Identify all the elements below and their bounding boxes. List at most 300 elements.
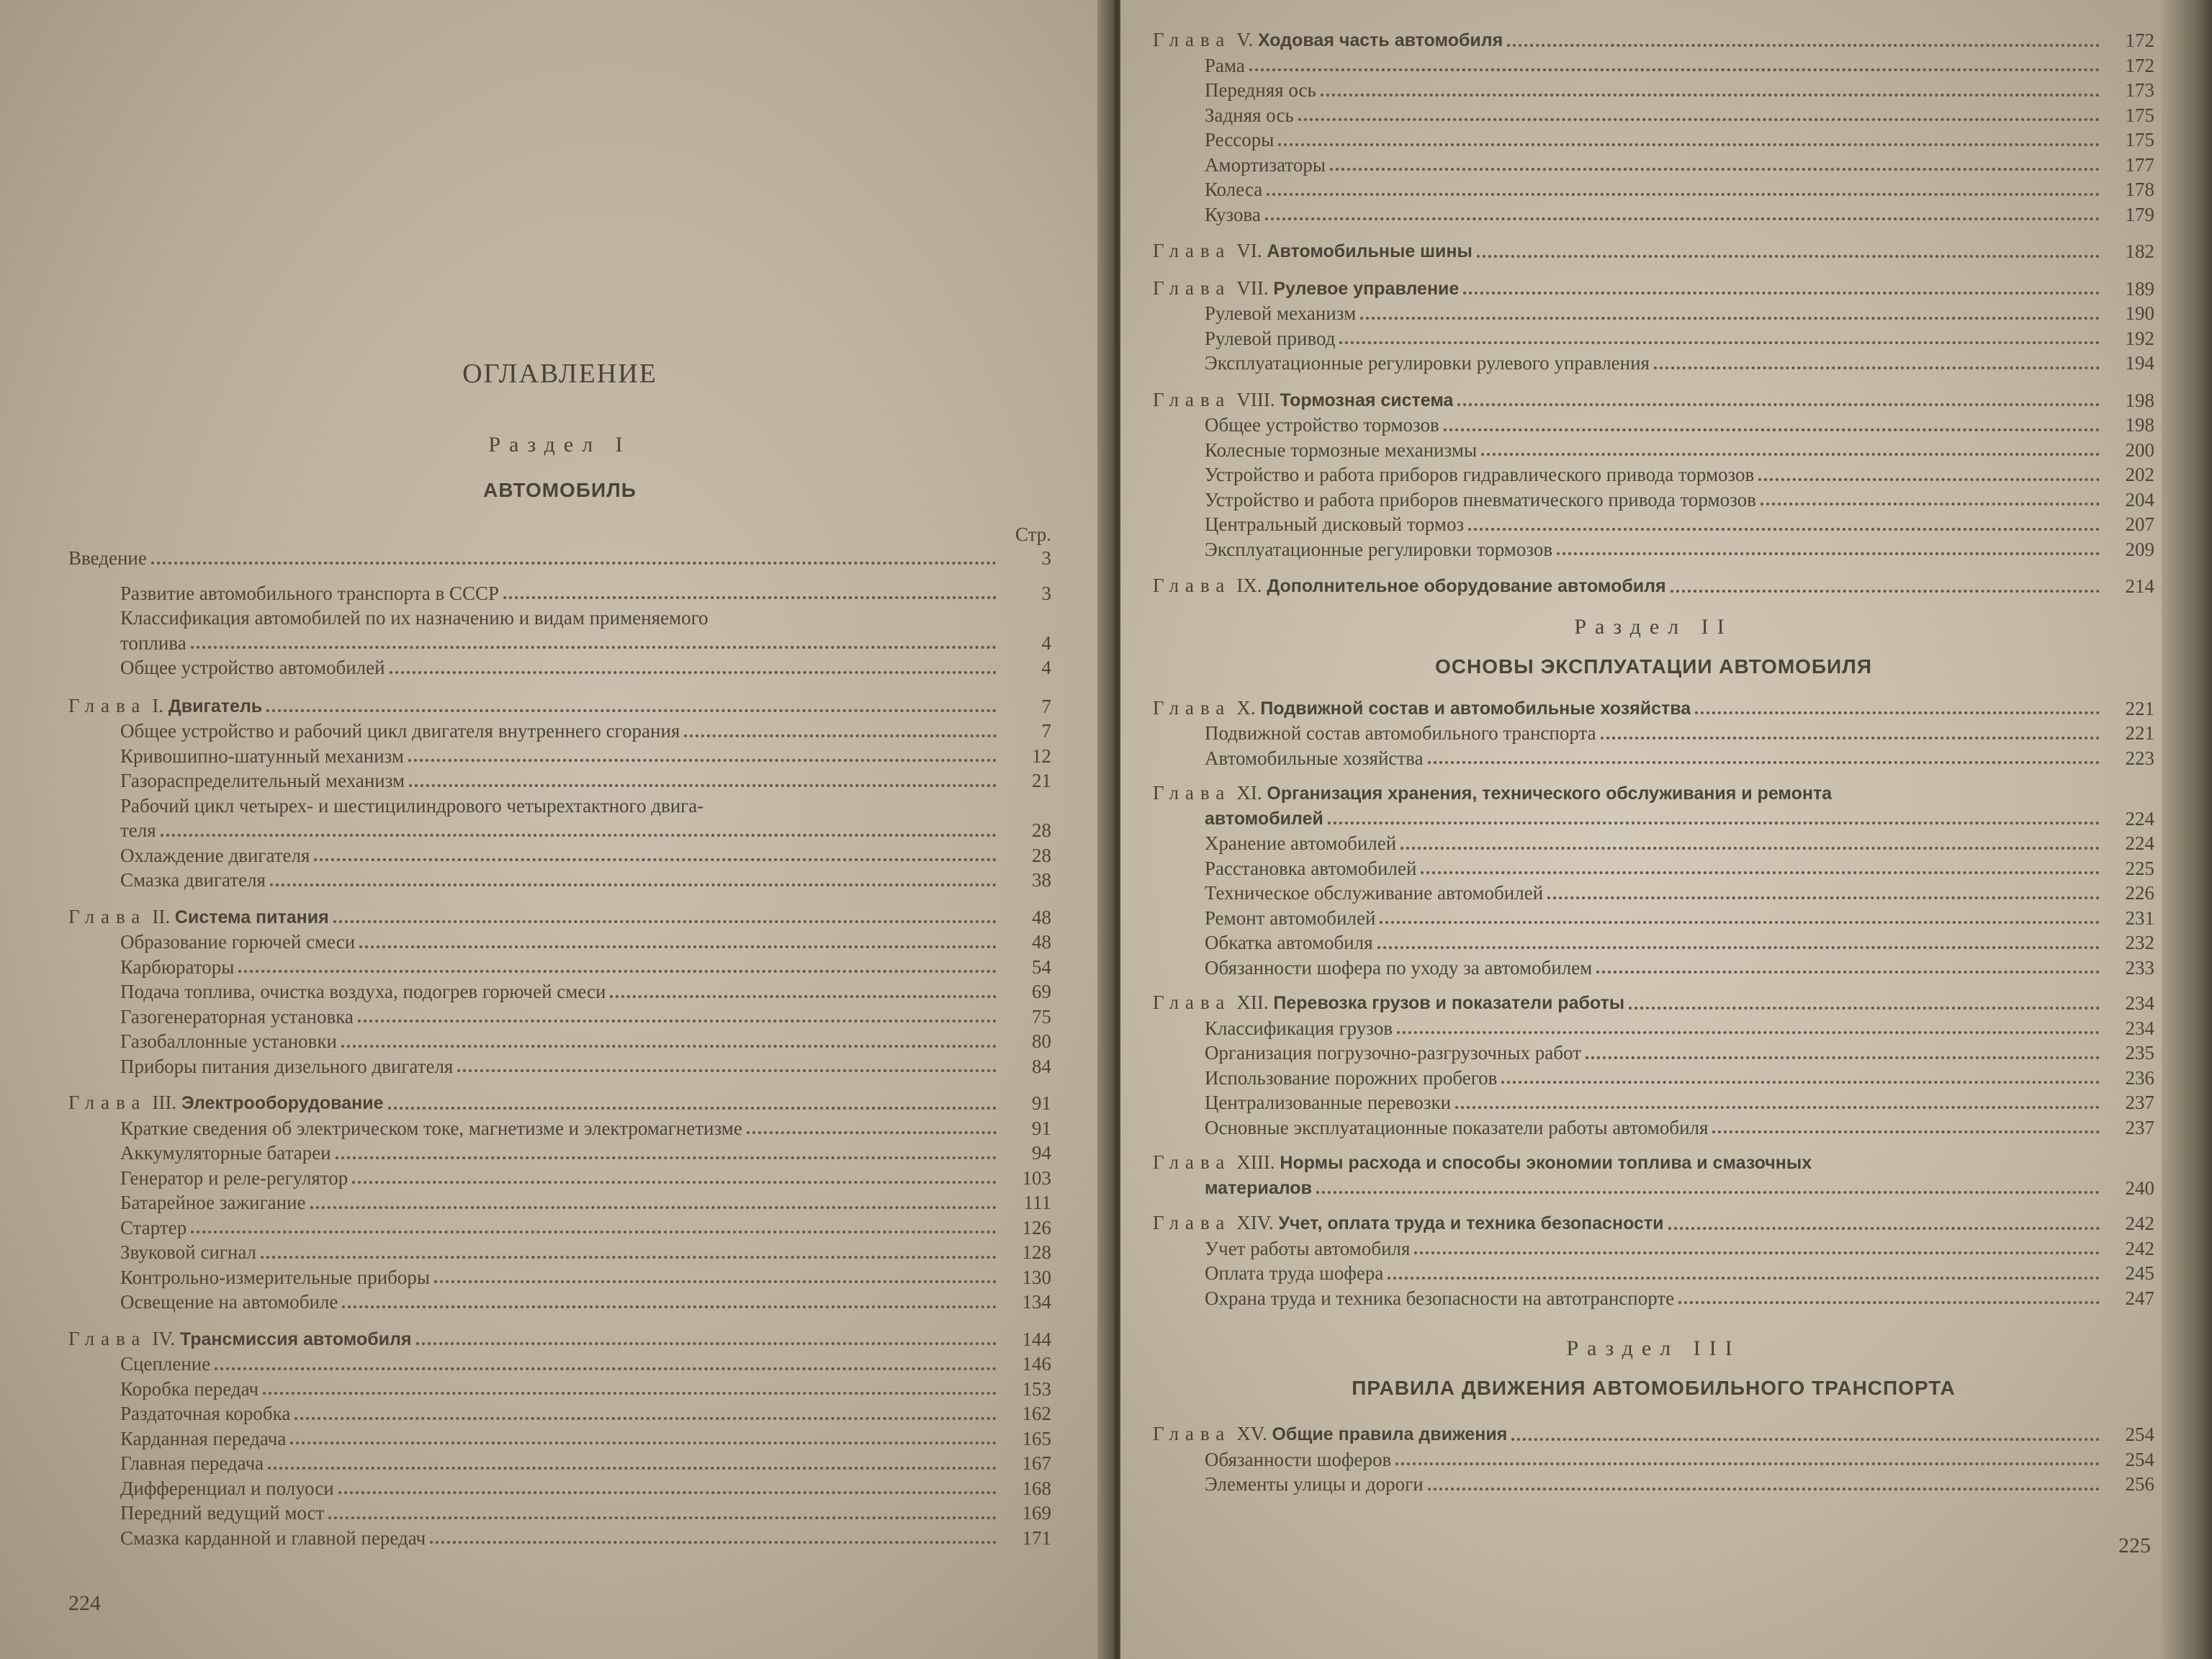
toc-page-number: 134: [1022, 1291, 1051, 1313]
chapter-name: Дополнительное оборудование автомобиля: [1267, 576, 1666, 596]
dot-leader: [270, 883, 997, 886]
dot-leader: [1477, 254, 2100, 258]
toc-page-number: 224: [2125, 807, 2154, 830]
toc-page-number: 179: [2125, 203, 2154, 225]
toc-chapter-entry[interactable]: [1153, 990, 2154, 1016]
toc-subentry[interactable]: [68, 1215, 1051, 1241]
dot-leader: [1761, 502, 2100, 505]
toc-entry-label: Центральный дисковый тормоз: [1205, 513, 1465, 535]
toc-subentry[interactable]: [68, 744, 1051, 769]
toc-page-number: 48: [1032, 931, 1051, 953]
toc-entry-label: Техническое обслуживание автомобилей: [1205, 882, 1544, 904]
toc-subentry[interactable]: [1153, 906, 2154, 931]
toc-entry-label: Эксплуатационные регулировки рулевого управления: [1205, 352, 1650, 374]
chapter-block: [1153, 276, 2154, 376]
toc-page-number: 7: [1041, 720, 1051, 742]
toc-entry-label: Рулевой привод: [1205, 327, 1336, 349]
toc-page-number: 7: [1041, 695, 1051, 717]
toc-subentry[interactable]: [1153, 301, 2154, 326]
toc-page-number: 4: [1041, 631, 1051, 654]
chapter-number: XIV.: [1236, 1212, 1274, 1233]
dot-leader: [1695, 711, 2100, 714]
dot-leader: [1421, 871, 2100, 874]
toc-subentry[interactable]: [1153, 831, 2154, 856]
toc-subentry[interactable]: [1153, 1040, 2154, 1066]
toc-entry-label: Краткие сведения об электрическом токе, магнетизме и электромагнетизме: [120, 1117, 742, 1139]
toc-entry-label: Охрана труда и техника безопасности на автотранспорте: [1205, 1287, 1675, 1309]
toc-entry-label: Колеса: [1205, 179, 1263, 200]
dot-leader: [314, 858, 997, 861]
toc-entry-label: Рабочий цикл четырех- и шестицилиндрового четырехтактного двига-: [120, 794, 704, 817]
toc-subentry[interactable]: [1153, 351, 2154, 376]
toc-page-number: 223: [2125, 747, 2154, 769]
toc-page-number: 111: [1023, 1192, 1051, 1213]
dot-leader: [191, 1230, 997, 1233]
dot-leader: [1712, 1130, 2100, 1133]
dot-leader: [1601, 736, 2100, 739]
toc-page-number: 240: [2125, 1177, 2154, 1199]
chapter-name: Нормы расхода и способы экономии топлива и смазочных: [1280, 1153, 1812, 1173]
toc-subentry[interactable]: [1153, 930, 2154, 956]
toc-entry-label: Классификация грузов: [1205, 1017, 1393, 1039]
toc-page-number: 192: [2125, 327, 2154, 349]
toc-subentry[interactable]: [68, 1451, 1051, 1476]
toc-subentry[interactable]: [1153, 487, 2154, 513]
dot-leader: [503, 595, 997, 599]
section-label: Раздел III: [1566, 1336, 1741, 1360]
toc-page-number: 234: [2125, 1017, 2154, 1039]
toc-entry-label: Сцепление: [120, 1353, 211, 1375]
toc-subentry[interactable]: [1153, 153, 2154, 178]
dot-leader: [1428, 760, 2100, 764]
toc-subentry[interactable]: [1153, 746, 2154, 771]
toc-subentry[interactable]: [68, 868, 1051, 893]
toc-chapter-entry[interactable]: [68, 693, 1051, 719]
dot-leader: [430, 1540, 997, 1544]
dot-leader: [1463, 291, 2100, 295]
toc-subentry[interactable]: [1153, 856, 2154, 881]
toc-page-number: 247: [2125, 1287, 2154, 1309]
chapter-word: Глава: [1153, 1151, 1231, 1173]
dot-leader: [1397, 1030, 2100, 1034]
toc-entry-label: Раздаточная коробка: [120, 1403, 291, 1424]
toc-entry-label: Использование порожних пробегов: [1205, 1066, 1498, 1089]
chapter-number: II.: [152, 905, 171, 927]
toc-page-number: 204: [2125, 488, 2154, 511]
toc-subentry[interactable]: [68, 818, 1051, 843]
toc-entry-label: Образование горючей смеси: [120, 931, 356, 953]
toc-page-number: 4: [1041, 657, 1051, 678]
toc-subentry[interactable]: [68, 768, 1051, 793]
chapter-name: Общие правила движения: [1272, 1424, 1508, 1444]
dot-leader: [191, 645, 997, 649]
chapter-block: [68, 904, 1051, 1079]
toc-subentry[interactable]: [1153, 53, 2154, 78]
dot-leader: [1428, 1487, 2100, 1491]
toc-chapter-entry[interactable]: [68, 904, 1051, 930]
toc-subentry[interactable]: [68, 581, 1051, 606]
dot-leader: [1328, 821, 2100, 824]
toc-entry-label: Подача топлива, очистка воздуха, подогрев горючей смеси: [120, 981, 606, 1002]
toc-entry-label: Основные эксплуатационные показатели работы автомобиля: [1205, 1116, 1709, 1138]
chapter-block: [1153, 238, 2154, 264]
toc-subentry[interactable]: [68, 1141, 1051, 1166]
toc-subentry[interactable]: [1153, 202, 2154, 228]
toc-entry-label: Звуковой сигнал: [120, 1241, 257, 1263]
toc-subentry[interactable]: [1153, 1236, 2154, 1262]
dot-leader: [261, 1255, 997, 1259]
chapter-block: [1153, 27, 2154, 227]
toc-page-number: 237: [2125, 1116, 2154, 1138]
toc-subentry[interactable]: [1153, 537, 2154, 562]
toc-page-number: 103: [1022, 1166, 1051, 1189]
toc-entry-label: Стартер: [120, 1216, 187, 1238]
chapter-block: [1153, 1150, 2154, 1200]
toc-subentry[interactable]: [1153, 127, 2154, 153]
dot-leader: [1629, 1006, 2100, 1010]
chapter-heading: [68, 1090, 384, 1116]
toc-subentry[interactable]: [1153, 1066, 2154, 1091]
chapter-heading: [68, 693, 262, 719]
toc-chapter-entry-cont[interactable]: [1153, 806, 2154, 832]
toc-page-number: 3: [1041, 547, 1051, 569]
toc-subentry[interactable]: [1153, 1115, 2154, 1141]
dot-leader: [1380, 920, 2100, 924]
toc-entry-label: Контрольно-измерительные приборы: [120, 1266, 431, 1288]
dot-leader: [1388, 1276, 2100, 1280]
chapter-word: Глава: [1153, 29, 1231, 50]
chapter-heading: [1153, 1210, 1664, 1236]
toc-page-number: 165: [1022, 1427, 1051, 1449]
toc-page-number: 153: [1022, 1377, 1051, 1400]
dot-leader: [1481, 452, 2100, 456]
toc-entry-label: Развитие автомобильного транспорта в СССР: [120, 582, 500, 604]
chapter-word: Глава: [1153, 992, 1231, 1013]
toc-chapter-entry[interactable]: [1153, 387, 2154, 413]
toc-subentry[interactable]: [1153, 721, 2154, 746]
right-chapter-list-a: [1153, 27, 2154, 599]
toc-subentry[interactable]: [1153, 413, 2154, 438]
dot-leader: [409, 783, 997, 787]
chapter-block: [1153, 387, 2154, 562]
dot-leader: [336, 1156, 997, 1159]
toc-chapter-entry[interactable]: [1153, 27, 2154, 53]
toc-chapter-entry[interactable]: [1153, 573, 2154, 599]
dot-leader: [390, 670, 997, 674]
toc-chapter-entry[interactable]: [1153, 238, 2154, 264]
toc-entry-label: Передняя ось: [1205, 79, 1316, 101]
toc-page-number: 221: [2125, 722, 2154, 744]
toc-subentry[interactable]: [68, 1004, 1051, 1030]
toc-subentry[interactable]: [1153, 881, 2154, 906]
chapter-word: Глава: [1153, 1212, 1231, 1233]
toc-entry-label: Задняя ось: [1205, 104, 1294, 126]
chapter-word: Глава: [68, 694, 147, 716]
toc-subentry[interactable]: [68, 655, 1051, 680]
toc-subentry[interactable]: [68, 1054, 1051, 1079]
chapter-heading: [68, 1326, 412, 1352]
chapter-word: Глава: [1153, 696, 1231, 719]
toc-page-number: 172: [2125, 54, 2154, 76]
toc-page-number: 254: [2125, 1448, 2154, 1470]
toc-subentry[interactable]: [68, 1377, 1051, 1402]
toc-entry-label: Освещение на автомобиле: [120, 1291, 338, 1313]
dot-leader: [1455, 1105, 2100, 1109]
toc-subentry[interactable]: [1153, 103, 2154, 128]
toc-chapter-entry[interactable]: [1153, 696, 2154, 721]
toc-entry-label: Рама: [1205, 54, 1245, 76]
toc-chapter-entry[interactable]: [1153, 781, 2154, 806]
chapter-word: Глава: [68, 1092, 147, 1113]
toc-chapter-entry[interactable]: [68, 1090, 1051, 1116]
chapter-heading: [1153, 1421, 1507, 1447]
toc-page-number: 21: [1032, 770, 1051, 791]
toc-entry-label: Газобаллонные установки: [120, 1030, 337, 1052]
toc-chapter-entry[interactable]: [1153, 1150, 2154, 1176]
toc-subentry[interactable]: [1153, 1016, 2154, 1041]
chapter-number: III.: [152, 1092, 177, 1113]
chapter-word: Глава: [1153, 575, 1231, 596]
toc-entry-label: Обязанности шофера по уходу за автомобилем: [1205, 956, 1593, 979]
chapter-heading: [1153, 27, 1503, 53]
toc-subentry[interactable]: [68, 719, 1051, 744]
chapter-name: Учет, оплата труда и техника безопасности: [1278, 1213, 1664, 1233]
toc-entry-label: Оплата труда шофера: [1205, 1262, 1384, 1284]
toc-subentry[interactable]: [1153, 512, 2154, 537]
page-number: 224: [68, 1591, 101, 1615]
intro-block: [68, 546, 1051, 680]
toc-entry-label: Передний ведущий мост: [120, 1502, 325, 1524]
dot-leader: [1330, 167, 2100, 171]
toc-page-number: 169: [1022, 1502, 1051, 1524]
toc-subentry[interactable]: [68, 1290, 1051, 1315]
toc-page-number: 84: [1032, 1055, 1051, 1077]
dot-leader: [338, 1491, 997, 1494]
chapter-number: X.: [1236, 696, 1256, 719]
toc-subentry[interactable]: [68, 1029, 1051, 1054]
toc-entry-label: Расстановка автомобилей: [1205, 857, 1417, 879]
dot-leader: [268, 1466, 997, 1470]
dot-leader: [1557, 552, 2100, 555]
toc-subentry[interactable]: [68, 1116, 1051, 1141]
dot-leader: [457, 1069, 997, 1072]
dot-leader: [238, 969, 997, 973]
toc-subentry[interactable]: [1153, 78, 2154, 103]
chapter-heading: [1153, 781, 1832, 806]
toc-entry-label: Хранение автомобилей: [1205, 832, 1397, 854]
toc-chapter-entry[interactable]: [68, 1326, 1051, 1352]
chapter-number: VI.: [1236, 240, 1262, 261]
toc-entry-label: Эксплуатационные регулировки тормозов: [1205, 538, 1553, 560]
chapter-name: Трансмиссия автомобиля: [179, 1328, 412, 1349]
dot-leader: [1395, 1462, 2100, 1465]
dot-leader: [1377, 945, 2100, 949]
toc-entry-label: Централизованные перевозки: [1205, 1092, 1452, 1113]
chapter-number: I.: [152, 694, 164, 716]
toc-chapter-entry[interactable]: [1153, 276, 2154, 302]
toc-subentry[interactable]: [1153, 326, 2154, 351]
dot-leader: [1671, 589, 2100, 593]
dot-leader: [1339, 341, 2100, 344]
toc-page-number: 235: [2125, 1042, 2154, 1064]
toc-page-number: 171: [1022, 1527, 1051, 1549]
toc-subentry[interactable]: [68, 1352, 1051, 1377]
dot-leader: [151, 561, 997, 565]
chapter-number: V.: [1236, 29, 1254, 50]
toc-entry-label: Автомобильные хозяйства: [1205, 747, 1424, 769]
chapter-block: [1153, 696, 2154, 771]
toc-entry-intro[interactable]: [68, 546, 1051, 571]
chapter-name: Организация хранения, технического обслуживания и ремонта: [1267, 783, 1833, 804]
toc-page-number: 69: [1032, 981, 1051, 1002]
toc-page-number: 130: [1022, 1266, 1051, 1288]
dot-leader: [1401, 846, 2100, 850]
toc-entry-label: Карбюраторы: [120, 956, 235, 978]
section-label: Раздел II: [1574, 614, 1733, 639]
toc-subentry[interactable]: [68, 1190, 1051, 1215]
toc-entry-label: Генератор и реле-регулятор: [120, 1166, 349, 1189]
dot-leader: [1265, 217, 2100, 220]
toc-entry-label: Общее устройство и рабочий цикл двигателя внутреннего сгорания: [120, 720, 680, 742]
toc-subentry[interactable]: [1153, 1286, 2154, 1311]
toc-entry-label: Подвижной состав автомобильного транспорта: [1205, 722, 1596, 744]
toc-page-number: 198: [2125, 389, 2154, 411]
toc-entry-label: топлива: [120, 631, 186, 654]
chapter-number: XIII.: [1236, 1151, 1275, 1173]
toc-subentry[interactable]: [68, 1240, 1051, 1265]
toc-entry-label: Приборы питания дизельного двигателя: [120, 1055, 454, 1077]
toc-entry-label: Аккумуляторные батареи: [120, 1142, 331, 1164]
chapter-word: Глава: [1153, 276, 1231, 299]
toc-subentry[interactable]: [68, 1526, 1051, 1551]
toc-page-number: 126: [1022, 1216, 1051, 1238]
toc-subentry[interactable]: [68, 1426, 1051, 1452]
toc-page-number: 175: [2125, 129, 2154, 150]
dot-leader: [1511, 1437, 2100, 1441]
dot-leader: [1278, 143, 2100, 146]
toc-chapter-entry[interactable]: [1153, 1210, 2154, 1236]
chapter-word: Глава: [1153, 240, 1231, 261]
toc-page-number: 224: [2125, 832, 2154, 854]
toc-subentry[interactable]: [1153, 1472, 2154, 1497]
chapter-block: [1153, 573, 2154, 599]
toc-subentry[interactable]: [1153, 1447, 2154, 1473]
dot-leader: [1507, 43, 2100, 47]
toc-subentry[interactable]: [68, 955, 1051, 980]
dot-leader: [1414, 1251, 2100, 1254]
chapter-heading: [1153, 387, 1453, 413]
toc-subentry[interactable]: [1153, 1261, 2154, 1286]
toc-page-number: 12: [1032, 745, 1051, 767]
toc-entry-label: Рулевой механизм: [1205, 302, 1357, 324]
toc-subentry[interactable]: [68, 1166, 1051, 1191]
dot-leader: [1501, 1080, 2100, 1084]
chapter-number: VIII.: [1236, 388, 1275, 410]
toc-page-number: 209: [2125, 538, 2154, 560]
toc-subentry[interactable]: [68, 930, 1051, 955]
dot-leader: [408, 758, 997, 762]
toc-subentry[interactable]: [68, 1476, 1051, 1501]
toc-entry-label: Смазка карданной и главной передач: [120, 1527, 426, 1549]
toc-page-number: 234: [2125, 992, 2154, 1014]
toc-page-number: 178: [2125, 179, 2154, 200]
toc-subentry[interactable]: [68, 979, 1051, 1004]
dot-leader: [1444, 428, 2100, 431]
toc-subentry[interactable]: [1153, 177, 2154, 202]
toc-subentry[interactable]: [1153, 438, 2154, 463]
dot-leader: [1298, 117, 2100, 121]
toc-entry-label: Общее устройство тормозов: [1205, 414, 1439, 436]
toc-subentry[interactable]: [68, 1401, 1051, 1426]
section-title: ПРАВИЛА ДВИЖЕНИЯ АВТОМОБИЛЬНОГО ТРАНСПОРТА: [1352, 1377, 1956, 1399]
toc-page-number: 194: [2125, 352, 2154, 374]
chapter-name: Подвижной состав и автомобильные хозяйства: [1260, 698, 1691, 719]
dot-leader: [1267, 192, 2100, 196]
toc-entry-label: автомобилей: [1205, 808, 1323, 829]
toc-page-number: 237: [2125, 1092, 2154, 1113]
toc-page-number: 175: [2125, 104, 2154, 126]
dot-leader: [266, 709, 997, 712]
toc-chapter-entry-cont[interactable]: [1153, 1176, 2154, 1201]
toc-page-number: 233: [2125, 956, 2154, 979]
chapter-number: XI.: [1236, 782, 1262, 804]
dot-leader: [434, 1280, 997, 1283]
toc-entry-label: Устройство и работа приборов пневматического привода тормозов: [1205, 488, 1756, 511]
page-title: ОГЛАВЛЕНИЕ: [462, 359, 657, 389]
toc-subentry[interactable]: [1153, 956, 2154, 981]
toc-subentry[interactable]: [68, 1501, 1051, 1526]
chapter-block: [68, 1090, 1051, 1315]
toc-entry-label: Амортизаторы: [1205, 153, 1326, 176]
toc-page-number: 3: [1041, 582, 1051, 604]
toc-page-number: 226: [2125, 882, 2154, 904]
chapter-heading: [1153, 1150, 1812, 1176]
chapter-block: [1153, 990, 2154, 1140]
toc-page-number: 167: [1022, 1452, 1051, 1474]
toc-entry-label: материалов: [1205, 1177, 1312, 1198]
toc-page-number: 236: [2125, 1066, 2154, 1089]
chapter-block: [68, 693, 1051, 893]
toc-page-number: 177: [2125, 153, 2154, 176]
page-column-header: Стр.: [1015, 523, 1051, 545]
chapter-block: [1153, 1210, 2154, 1310]
dot-leader: [1668, 1226, 2100, 1230]
dot-leader: [1586, 1056, 2100, 1059]
toc-page-number: 28: [1032, 844, 1051, 866]
toc-page-number: 128: [1022, 1241, 1051, 1263]
toc-entry-label: Газораспределительный механизм: [120, 770, 405, 791]
toc-subentry[interactable]: [1153, 462, 2154, 487]
toc-subentry[interactable]: [1153, 1090, 2154, 1115]
chapter-number: XII.: [1236, 992, 1269, 1013]
chapter-name: Автомобильные шины: [1267, 241, 1473, 261]
chapter-heading: [1153, 696, 1691, 721]
toc-subentry[interactable]: [68, 843, 1051, 868]
chapter-number: VII.: [1236, 276, 1269, 299]
chapter-number: IV.: [152, 1327, 176, 1349]
toc-page-number: 254: [2125, 1424, 2154, 1445]
right-chapter-list-b: [1153, 696, 2154, 1311]
toc-chapter-entry[interactable]: [1153, 1421, 2154, 1447]
toc-subentry[interactable]: [68, 631, 1051, 656]
dot-leader: [333, 920, 997, 923]
toc-entry-label: Элементы улицы и дороги: [1205, 1473, 1424, 1495]
toc-page-number: 189: [2125, 277, 2154, 300]
chapter-number: XV.: [1236, 1423, 1267, 1444]
dot-leader: [161, 833, 997, 837]
chapter-word: Глава: [1153, 1423, 1231, 1444]
toc-subentry[interactable]: [68, 1265, 1051, 1290]
